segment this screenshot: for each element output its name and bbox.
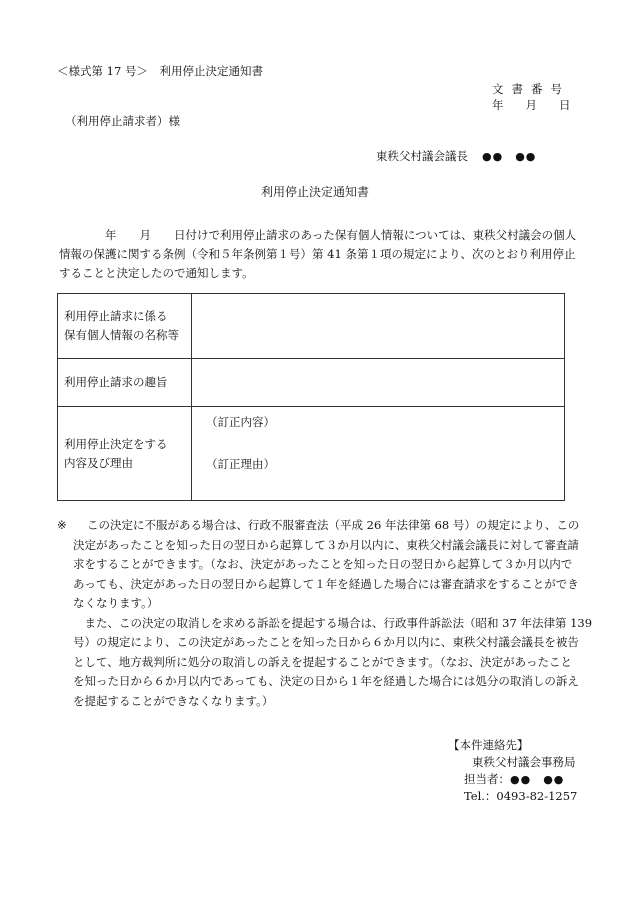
- decision-table: [57, 293, 565, 501]
- note-line: あっても、決定があった日の翌日から起算して１年を経過した場合には審査請求をすることができ: [73, 576, 579, 591]
- appeal-notes: [57, 516, 593, 711]
- contact-office: 東秩父村議会事務局: [472, 755, 576, 769]
- note-line: ※ この決定に不服がある場合は、行政不服審査法（平成 26 年法律第 68 号）の規定により、この: [57, 516, 577, 536]
- note-line: なくなります。）: [73, 596, 159, 610]
- request-purpose-value: [192, 359, 565, 407]
- table-row: [58, 407, 565, 501]
- note-line: また、この決定の取消しを求める訴訟を提起する場合は、行政事件訴訟法（昭和 37 年法律第 139: [73, 615, 593, 630]
- table-row: [58, 294, 565, 359]
- tel-number: 0493-82-1257: [496, 789, 578, 803]
- contact-person: 担当者：●● ●●: [464, 772, 565, 786]
- personal-info-name-label: 利用停止請求に係る 保有個人情報の名称等: [58, 294, 192, 359]
- contact-person-name: ●● ●●: [510, 773, 565, 786]
- correction-reason-label: （訂正理由）: [206, 457, 275, 471]
- table-row: [58, 359, 565, 407]
- form-number-label: ＜様式第 17 号＞ 利用停止決定通知書: [57, 64, 263, 78]
- addressee: （利用停止請求者）様: [65, 114, 180, 128]
- correction-content-label: （訂正内容）: [206, 415, 275, 429]
- date-day: 日: [559, 98, 571, 112]
- body-line: することと決定したので通知します。: [59, 266, 254, 280]
- sender: [376, 151, 536, 163]
- request-purpose-label: 利用停止請求の趣旨: [58, 359, 192, 407]
- note-line: として、地方裁判所に処分の取消しの訴えを提起することができます。（なお、決定があったこと: [73, 654, 572, 669]
- date-month: 月: [525, 98, 537, 112]
- date-year: 年: [492, 98, 504, 112]
- sender-name-placeholder: ●● ●●: [482, 150, 537, 163]
- notice-body: [59, 226, 577, 283]
- note-line: 求をすることができます。（なお、決定があったことを知った日の翌日から起算して３か月以内で: [73, 557, 573, 571]
- body-line: 情報の保護に関する条例（令和５年条例第１号）第 41 条第１項の規定により、次のとおり利用停止: [59, 247, 576, 261]
- contact-heading: 【本件連絡先】: [448, 738, 529, 752]
- decision-content-value: [192, 407, 565, 501]
- note-line: を知った日から６か月以内であっても、決定の日から１年を経過した場合には処分の取消しの訴え: [73, 674, 579, 688]
- note-mark: ※: [57, 518, 67, 532]
- contact-tel: [448, 788, 577, 805]
- document-title: 利用停止決定通知書: [260, 185, 369, 199]
- personal-info-name-value: [192, 294, 565, 359]
- decision-content-label: 利用停止決定をする 内容及び理由: [58, 407, 192, 501]
- note-line: 号）の規定により、この決定があったことを知った日から６か月以内に、東秩父村議会議長を被告: [73, 635, 579, 649]
- body-line: 年 月 日付けで利用停止請求のあった保有個人情報については、東秩父村議会の個人: [59, 228, 577, 242]
- note-line: を提起することができなくなります。）: [73, 693, 274, 708]
- tel-label: Tel.：: [464, 789, 497, 803]
- document-date: [492, 100, 571, 112]
- note-line: 決定があったことを知った日の翌日から起算して３か月以内に、東秩父村議会議長に対して審査請: [73, 537, 579, 552]
- sender-title: 東秩父村議会議長: [376, 149, 468, 163]
- document-number-label: 文書番号: [492, 82, 570, 96]
- contact-block: [448, 737, 577, 805]
